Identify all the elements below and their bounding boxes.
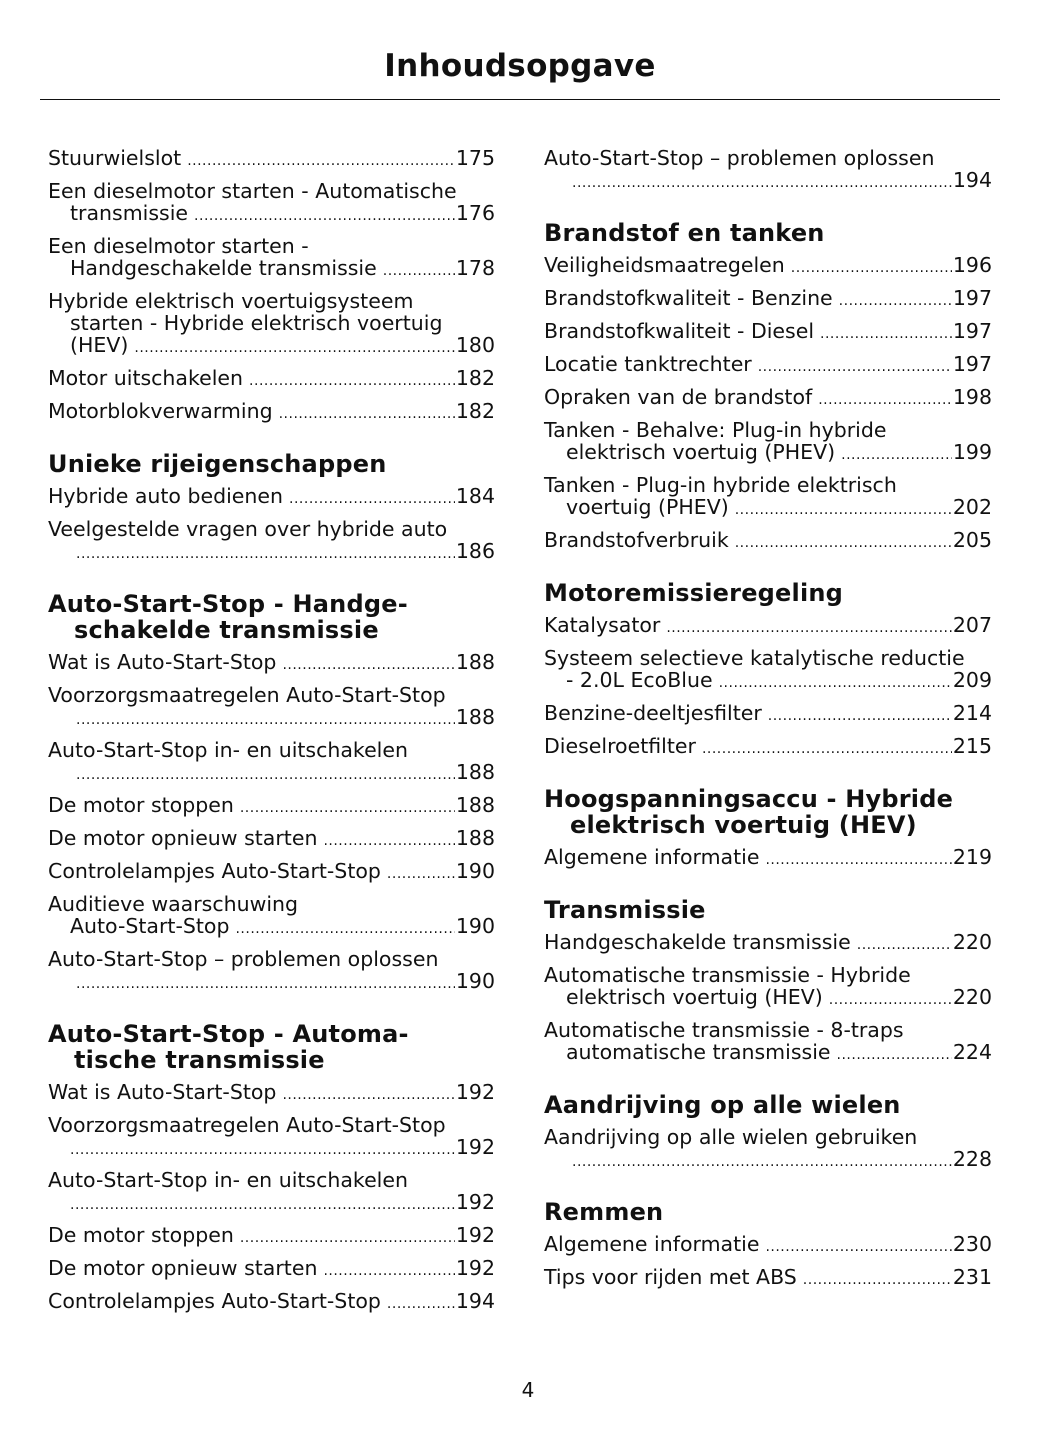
section-heading: Remmen bbox=[544, 1198, 664, 1226]
toc-entry[interactable] bbox=[544, 931, 992, 956]
section-heading: Transmissie bbox=[544, 896, 706, 924]
entry-title-cont: starten - Hybride elektrisch voertuig bbox=[70, 311, 443, 335]
section-heading: Aandrijving op alle wielen bbox=[544, 1091, 901, 1119]
entry-title: Tips voor rijden met ABS bbox=[544, 1265, 797, 1289]
entry-page: 215 bbox=[952, 734, 992, 758]
dot-leader bbox=[70, 1136, 455, 1161]
entry-title: Automatische transmissie - 8-traps bbox=[544, 1018, 904, 1042]
toc-entry[interactable] bbox=[544, 1019, 992, 1066]
entry-page: 228 bbox=[952, 1147, 992, 1171]
entry-page: 194 bbox=[952, 168, 992, 192]
dot-leader bbox=[572, 169, 952, 194]
entry-title-cont: (HEV) bbox=[70, 333, 129, 357]
entry-title: Brandstofkwaliteit - Benzine bbox=[544, 286, 833, 310]
dot-leader bbox=[249, 367, 455, 392]
entry-title-cont: transmissie bbox=[70, 201, 189, 225]
dot-leader bbox=[282, 651, 454, 676]
dot-leader bbox=[194, 202, 455, 227]
entry-page: 194 bbox=[455, 1289, 495, 1313]
dot-leader bbox=[857, 931, 952, 956]
entry-title: Controlelampjes Auto-Start-Stop bbox=[48, 1289, 381, 1313]
entry-page: 231 bbox=[952, 1265, 992, 1289]
dot-leader bbox=[719, 669, 952, 694]
toc-entry[interactable] bbox=[48, 1290, 495, 1315]
toc-entry[interactable] bbox=[48, 290, 495, 359]
toc-entry[interactable] bbox=[48, 367, 495, 392]
entry-page: 197 bbox=[952, 319, 992, 343]
entry-page: 198 bbox=[952, 385, 992, 409]
entry-title-cont: automatische transmissie bbox=[566, 1040, 831, 1064]
toc-entry[interactable] bbox=[544, 735, 992, 760]
toc-entry[interactable] bbox=[544, 419, 992, 466]
title-divider bbox=[40, 99, 1000, 100]
section-heading: Auto-Start-Stop - Automa- tische transmissie bbox=[48, 1020, 409, 1074]
entry-title: De motor stoppen bbox=[48, 1223, 234, 1247]
toc-entry[interactable] bbox=[544, 614, 992, 639]
entry-page: 178 bbox=[455, 256, 495, 280]
entry-title: Motorblokverwarming bbox=[48, 399, 273, 423]
entry-title: Locatie tanktrechter bbox=[544, 352, 752, 376]
dot-leader bbox=[735, 529, 952, 554]
entry-page: 192 bbox=[455, 1190, 495, 1214]
entry-title: Motor uitschakelen bbox=[48, 366, 244, 390]
dot-leader bbox=[666, 614, 952, 639]
dot-leader bbox=[235, 915, 454, 940]
entry-title-cont: Handgeschakelde transmissie bbox=[70, 256, 377, 280]
entry-title: Tanken - Plug-in hybride elektrisch bbox=[544, 473, 897, 497]
toc-entry[interactable] bbox=[48, 1257, 495, 1282]
toc-entry[interactable] bbox=[48, 1114, 495, 1161]
entry-page: 180 bbox=[455, 333, 495, 357]
dot-leader bbox=[829, 986, 952, 1011]
dot-leader bbox=[803, 1266, 952, 1291]
entry-page: 220 bbox=[952, 985, 992, 1009]
section-heading: Unieke rijeigenschappen bbox=[48, 450, 387, 478]
entry-page: 190 bbox=[455, 859, 495, 883]
entry-title: Veelgestelde vragen over hybride auto bbox=[48, 517, 448, 541]
section-heading: Brandstof en tanken bbox=[544, 219, 825, 247]
toc-entry[interactable] bbox=[544, 1126, 992, 1173]
entry-page: 190 bbox=[455, 914, 495, 938]
dot-leader bbox=[289, 485, 455, 510]
dot-leader bbox=[820, 320, 952, 345]
toc-entry[interactable] bbox=[48, 860, 495, 885]
entry-page: 196 bbox=[952, 253, 992, 277]
toc-entry[interactable] bbox=[544, 1233, 992, 1258]
entry-page: 175 bbox=[455, 146, 495, 170]
entry-title: De motor opnieuw starten bbox=[48, 826, 318, 850]
toc-entry[interactable] bbox=[48, 147, 495, 172]
entry-page: 207 bbox=[952, 613, 992, 637]
toc-entry[interactable] bbox=[544, 353, 992, 378]
entry-title: Wat is Auto-Start-Stop bbox=[48, 1080, 277, 1104]
entry-title-cont: elektrisch voertuig (HEV) bbox=[566, 985, 823, 1009]
toc-entry[interactable] bbox=[48, 1169, 495, 1216]
entry-page: 188 bbox=[455, 793, 495, 817]
entry-page: 192 bbox=[455, 1223, 495, 1247]
toc-entry[interactable] bbox=[544, 702, 992, 727]
dot-leader bbox=[765, 846, 951, 871]
toc-entry[interactable] bbox=[544, 287, 992, 312]
entry-title: Voorzorgsmaatregelen Auto-Start-Stop bbox=[48, 683, 446, 707]
entry-page: 192 bbox=[455, 1135, 495, 1159]
entry-title: Auto-Start-Stop in- en uitschakelen bbox=[48, 738, 408, 762]
entry-title: Aandrijving op alle wielen gebruiken bbox=[544, 1125, 918, 1149]
entry-page: 230 bbox=[952, 1232, 992, 1256]
dot-leader bbox=[735, 496, 952, 521]
entry-title: Opraken van de brandstof bbox=[544, 385, 813, 409]
page-number: 4 bbox=[521, 1378, 535, 1402]
entry-title: Hybride elektrisch voertuigsysteem bbox=[48, 289, 414, 313]
entry-page: 186 bbox=[455, 539, 495, 563]
entry-page: 219 bbox=[952, 845, 992, 869]
entry-page: 202 bbox=[952, 495, 992, 519]
toc-entry[interactable] bbox=[48, 893, 495, 940]
entry-title: Systeem selectieve katalytische reductie bbox=[544, 646, 965, 670]
entry-title: Controlelampjes Auto-Start-Stop bbox=[48, 859, 381, 883]
toc-entry[interactable] bbox=[48, 739, 495, 786]
section-heading: Hoogspanningsaccu - Hybride elektrisch voertuig (HEV) bbox=[544, 785, 954, 839]
toc-entry[interactable] bbox=[544, 386, 992, 411]
toc-entry[interactable] bbox=[544, 474, 992, 521]
dot-leader bbox=[240, 1224, 455, 1249]
entry-title: Katalysator bbox=[544, 613, 661, 637]
toc-entry[interactable] bbox=[544, 254, 992, 279]
toc-entry[interactable] bbox=[544, 964, 992, 1011]
entry-page: 190 bbox=[455, 969, 495, 993]
dot-leader bbox=[383, 257, 455, 282]
toc-right-column bbox=[544, 147, 992, 1299]
toc-entry[interactable] bbox=[544, 147, 992, 194]
entry-title: Stuurwielslot bbox=[48, 146, 182, 170]
entry-title: De motor opnieuw starten bbox=[48, 1256, 318, 1280]
dot-leader bbox=[702, 735, 952, 760]
dot-leader bbox=[387, 860, 455, 885]
entry-page: 224 bbox=[952, 1040, 992, 1064]
entry-title: Auto-Start-Stop – problemen oplossen bbox=[48, 947, 439, 971]
entry-page: 188 bbox=[455, 826, 495, 850]
entry-title: Auto-Start-Stop in- en uitschakelen bbox=[48, 1168, 408, 1192]
toc-entry[interactable] bbox=[544, 529, 992, 554]
toc-entry[interactable] bbox=[48, 684, 495, 731]
entry-title-cont: - 2.0L EcoBlue bbox=[566, 668, 713, 692]
dot-leader bbox=[839, 287, 952, 312]
dot-leader bbox=[572, 1148, 952, 1173]
entry-page: 197 bbox=[952, 286, 992, 310]
toc-entry[interactable] bbox=[544, 647, 992, 694]
entry-title: Hybride auto bedienen bbox=[48, 484, 284, 508]
entry-title: Tanken - Behalve: Plug-in hybride bbox=[544, 418, 887, 442]
dot-leader bbox=[758, 353, 952, 378]
entry-title: Automatische transmissie - Hybride bbox=[544, 963, 911, 987]
toc-entry[interactable] bbox=[48, 400, 495, 425]
toc-entry[interactable] bbox=[544, 320, 992, 345]
entry-page: 188 bbox=[455, 650, 495, 674]
entry-page: 188 bbox=[455, 705, 495, 729]
toc-entry[interactable] bbox=[48, 827, 495, 852]
section-heading: Motoremissieregeling bbox=[544, 579, 844, 607]
entry-page: 192 bbox=[455, 1256, 495, 1280]
dot-leader bbox=[76, 970, 455, 995]
entry-page: 220 bbox=[952, 930, 992, 954]
entry-title: Veiligheidsmaatregelen bbox=[544, 253, 785, 277]
toc-entry[interactable] bbox=[48, 180, 495, 227]
dot-leader bbox=[282, 1081, 454, 1106]
toc-entry[interactable] bbox=[48, 794, 495, 819]
toc-entry[interactable] bbox=[544, 846, 992, 871]
entry-title: Voorzorgsmaatregelen Auto-Start-Stop bbox=[48, 1113, 446, 1137]
toc-entry[interactable] bbox=[48, 518, 495, 565]
dot-leader bbox=[76, 540, 455, 565]
entry-page: 197 bbox=[952, 352, 992, 376]
entry-title: Algemene informatie bbox=[544, 845, 760, 869]
toc-entry[interactable] bbox=[544, 1266, 992, 1291]
toc-entry[interactable] bbox=[48, 1081, 495, 1106]
entry-title: De motor stoppen bbox=[48, 793, 234, 817]
dot-leader bbox=[240, 794, 455, 819]
dot-leader bbox=[279, 400, 455, 425]
entry-page: 199 bbox=[952, 440, 992, 464]
dot-leader bbox=[187, 147, 455, 172]
entry-title: Handgeschakelde transmissie bbox=[544, 930, 851, 954]
entry-title: Wat is Auto-Start-Stop bbox=[48, 650, 277, 674]
dot-leader bbox=[76, 706, 455, 731]
entry-page: 182 bbox=[455, 399, 495, 423]
toc-entry[interactable] bbox=[48, 485, 495, 510]
dot-leader bbox=[818, 386, 952, 411]
toc-entry[interactable] bbox=[48, 651, 495, 676]
entry-title: Brandstofkwaliteit - Diesel bbox=[544, 319, 815, 343]
dot-leader bbox=[768, 702, 952, 727]
entry-page: 209 bbox=[952, 668, 992, 692]
entry-page: 192 bbox=[455, 1080, 495, 1104]
dot-leader bbox=[791, 254, 952, 279]
entry-page: 184 bbox=[455, 484, 495, 508]
entry-title: Dieselroetfilter bbox=[544, 734, 696, 758]
toc-left-column bbox=[48, 147, 495, 1323]
entry-title: Algemene informatie bbox=[544, 1232, 760, 1256]
dot-leader bbox=[76, 761, 455, 786]
entry-page: 176 bbox=[455, 201, 495, 225]
entry-title: Een dieselmotor starten - Automatische bbox=[48, 179, 457, 203]
entry-title: Een dieselmotor starten - bbox=[48, 234, 309, 258]
dot-leader bbox=[134, 334, 454, 359]
toc-entry[interactable] bbox=[48, 1224, 495, 1249]
entry-title: Auto-Start-Stop – problemen oplossen bbox=[544, 146, 935, 170]
toc-entry[interactable] bbox=[48, 235, 495, 282]
dot-leader bbox=[387, 1290, 455, 1315]
entry-page: 205 bbox=[952, 528, 992, 552]
entry-title: Benzine-deeltjesfilter bbox=[544, 701, 762, 725]
toc-entry[interactable] bbox=[48, 948, 495, 995]
section-heading: Auto-Start-Stop - Handge- schakelde transmissie bbox=[48, 590, 408, 644]
entry-page: 214 bbox=[952, 701, 992, 725]
dot-leader bbox=[323, 1257, 454, 1282]
entry-title-cont: voertuig (PHEV) bbox=[566, 495, 729, 519]
entry-title: Brandstofverbruik bbox=[544, 528, 729, 552]
entry-title-cont: elektrisch voertuig (PHEV) bbox=[566, 440, 836, 464]
dot-leader bbox=[765, 1233, 951, 1258]
entry-page: 182 bbox=[455, 366, 495, 390]
entry-title-cont: Auto-Start-Stop bbox=[70, 914, 230, 938]
entry-title: Auditieve waarschuwing bbox=[48, 892, 299, 916]
entry-page: 188 bbox=[455, 760, 495, 784]
dot-leader bbox=[70, 1191, 455, 1216]
dot-leader bbox=[837, 1041, 952, 1066]
dot-leader bbox=[841, 441, 952, 466]
page-title: Inhoudsopgave bbox=[384, 48, 656, 84]
dot-leader bbox=[323, 827, 454, 852]
